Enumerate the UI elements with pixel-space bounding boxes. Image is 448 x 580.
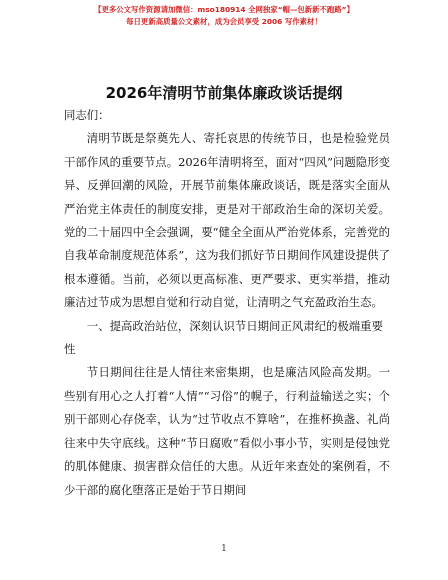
document-body [64,104,390,502]
page-number: 1 [221,544,227,554]
document-title: 2026年清明节前集体廉政谈话提纲 [105,84,343,102]
header-banner [0,4,448,28]
section-heading: 一、提高政治站位，深刻认识节日期间正风肃纪的极端重要性 [64,318,383,357]
section-paragraph: 节日期间往往是人情往来密集期，也是廉洁风险高发期。一些别有用心之人打着“人情”“习俗”的幌子，行利益输送之实；个别干部则心存侥幸，认为“过节收点不算啥”，在推杯换盏、礼尚往来中失守底线。这种“节日腐败”看似小事小节，实则是侵蚀党的肌体健康、损害群众信任的大患。从近年来查处的案例看，不少干部的腐化堕落正是始于节日期间 [64,365,390,497]
banner-subtitle-line: 每日更新高质量公文素材，成为会员享受 2006 写作素材！ [126,17,322,26]
salutation: 同志们： [64,108,110,122]
intro-paragraph: 清明节既是祭奠先人、寄托哀思的传统节日，也是检验党员干部作风的重要节点。2026年清明将至，面对“四风”问题隐形变异、反弹回潮的风险，开展节前集体廉政谈话，既是落实全面从严治党主体责任的制度安排，更是对干部政治生命的深切关爱。党的二十届四中全会强调，要“健全全面从严治党体系，完善党的自我革命制度规范体系”，这为我们抓好节日期间作风建设提供了根本遵循。当前，必须以更高标准、更严要求、更实举措，推动廉洁过节成为思想自觉和行动自觉，让清明之气充盈政治生态。 [64,131,390,310]
banner-promo-line: 【更多公文写作资源请加微信：mso180914 全网独家“帽—包新新不跑路”】 [94,5,354,14]
